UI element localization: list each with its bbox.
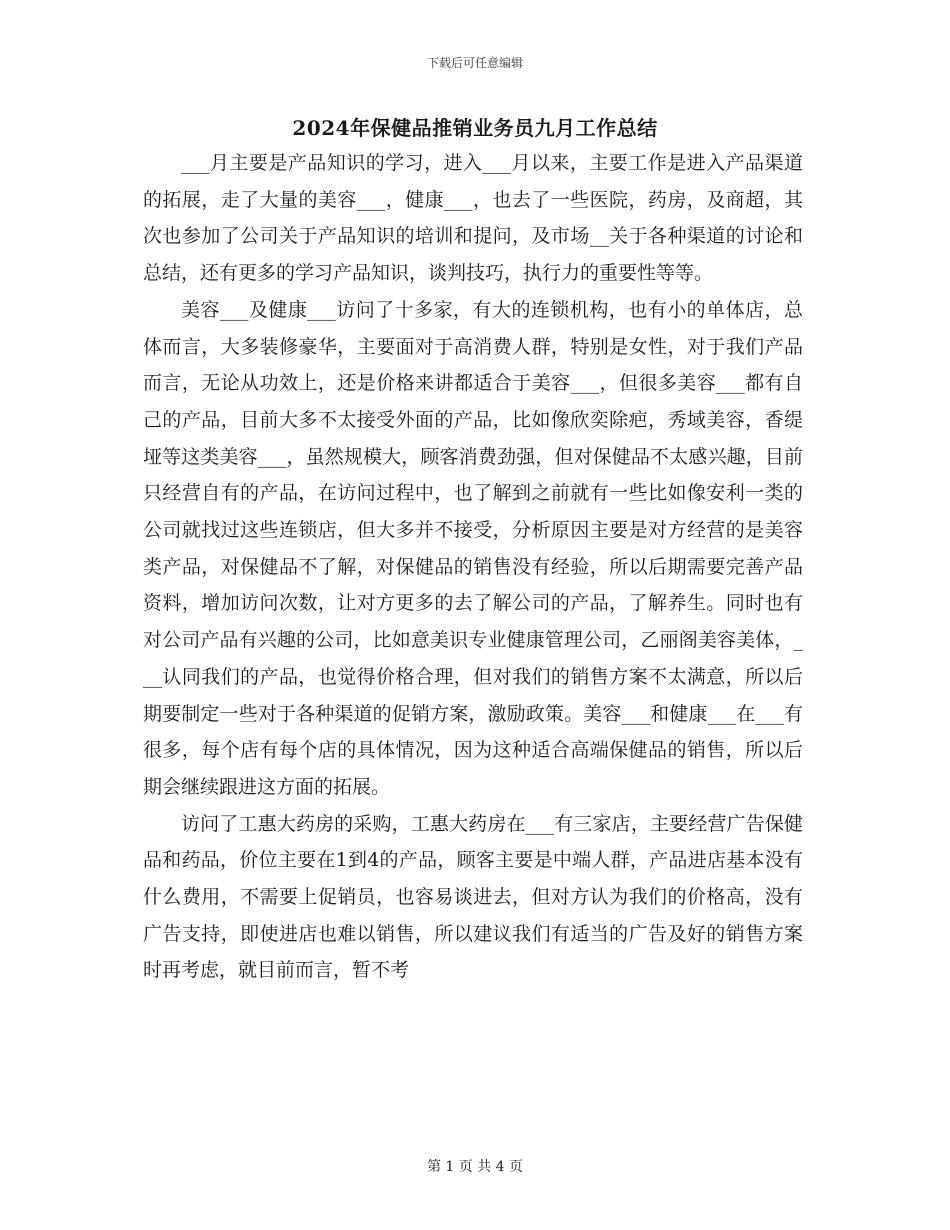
page-number: 第 1 页 共 4 页: [426, 1159, 524, 1175]
document-body: [143, 145, 803, 989]
document-title: 2024年保健品推销业务员九月工作总结: [292, 116, 658, 140]
paragraph-3: 访问了工惠大药房的采购，工惠大药房在___有三家店，主要经营广告保健品和药品，价位主要在1到4的产品，顾客主要是中端人群，产品进店基本没有什么费用，不需要上促销员，也容易谈进去，但对方认为我们的价格高，没有广告支持，即使进店也难以销售，所以建议我们有适当的广告及好的销售方案时再考虑，就目前而言，暂不考: [143, 812, 803, 982]
page-header-note: 下载后可任意编辑: [426, 56, 523, 70]
paragraph-2: 美容___及健康___访问了十多家，有大的连锁机构，也有小的单体店，总体而言，大多装修豪华，主要面对于高消费人群，特别是女性，对于我们产品而言，无论从功效上，还是价格来讲都适合于美容___，但很多美容___都有自己的产品，目前大多不太接受外面的产品，比如像欣奕除疤，秀域美容，香缇垭等这类美容___，虽然规模大，顾客消费劲强，但对保健品不太感兴趣，目前只经营自有的产品，在访问过程中，也了解到之前就有一些比如像安利一类的公司就找过这些连锁店，但大多并不接受，分析原因主要是对方经营的是美容类产品，对保健品不了解，对保健品的销售没有经验，所以后期需要完善产品资料，增加访问次数，让对方更多的去了解公司的产品，了解养生。同时也有对公司产品有兴趣的公司，比如意美识专业健康管理公司，乙丽阁美容美体，___认同我们的产品，也觉得价格合理，但对我们的销售方案不太满意，所以后期要制定一些对于各种渠道的促销方案，激励政策。美容___和健康___在___有很多，每个店有每个店的具体情况，因为这种适合高端保健品的销售，所以后期会继续跟进这方面的拓展。: [143, 298, 803, 798]
paragraph-1: ___月主要是产品知识的学习，进入___月以来，主要工作是进入产品渠道的拓展，走了大量的美容___，健康___，也去了一些医院，药房，及商超，其次也参加了公司关于产品知识的培训和提问，及市场__关于各种渠道的讨论和总结，还有更多的学习产品知识，谈判技巧，执行力的重要性等等。: [143, 152, 803, 285]
